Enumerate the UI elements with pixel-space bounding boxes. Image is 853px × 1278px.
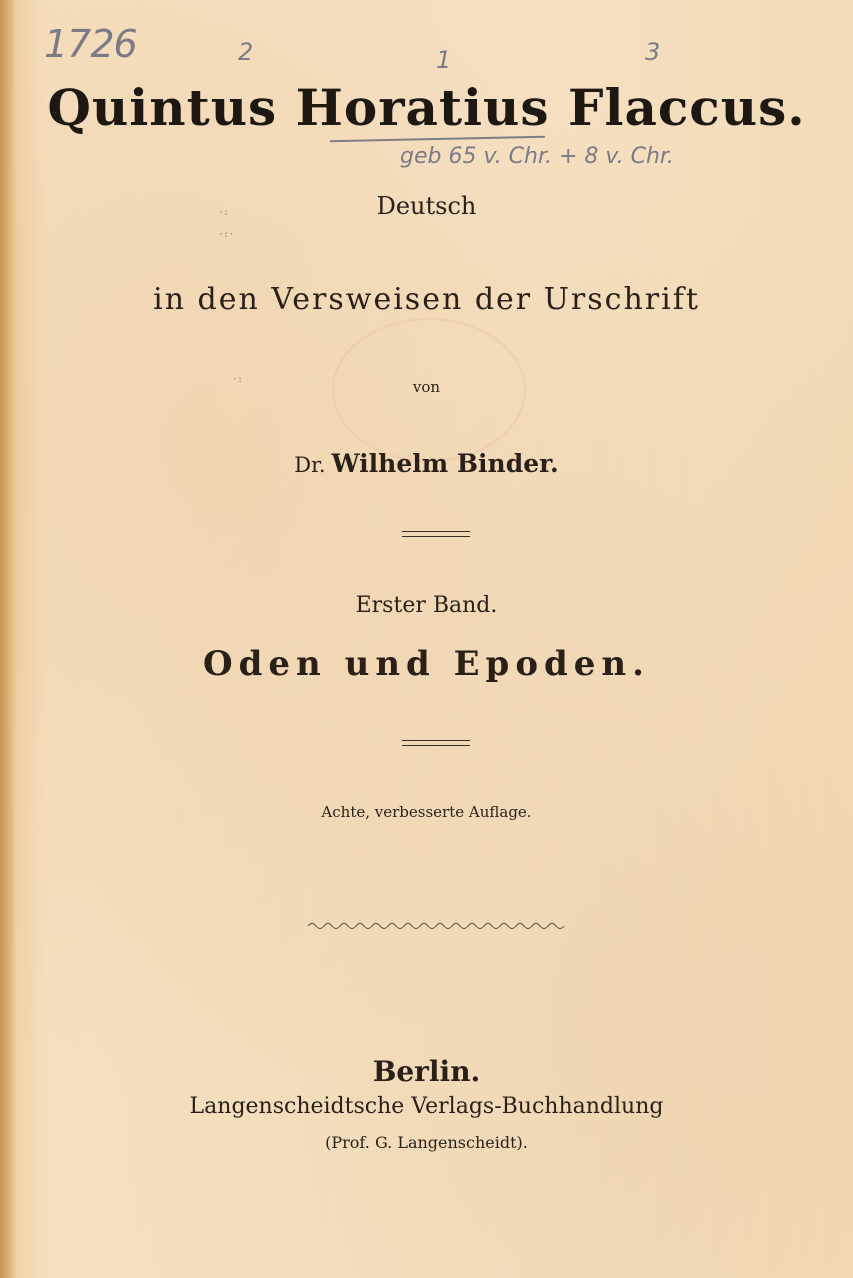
by-line: von bbox=[412, 378, 441, 396]
author-name: Wilhelm Binder. bbox=[331, 449, 559, 478]
author bbox=[0, 449, 853, 478]
publisher-name: Langenscheidtsche Verlags-Buchhandlung bbox=[189, 1094, 664, 1119]
publication-place: Berlin. bbox=[372, 1055, 481, 1088]
margin-mark: ·: bbox=[232, 375, 243, 385]
wavy-ornament bbox=[308, 919, 570, 933]
edition-note: Achte, verbesserte Auflage. bbox=[321, 803, 532, 821]
pencil-life-dates-note: geb 65 v. Chr. + 8 v. Chr. bbox=[400, 144, 674, 169]
margin-mark: ·: bbox=[218, 208, 229, 218]
subtitle-verse-form: in den Versweisen der Urschrift bbox=[153, 282, 700, 317]
pencil-number-2: 2 bbox=[238, 38, 254, 66]
volume-label: Erster Band. bbox=[355, 593, 498, 618]
subtitle-language: Deutsch bbox=[376, 192, 477, 220]
double-rule-divider bbox=[402, 531, 470, 537]
author-prefix: Dr. bbox=[294, 453, 326, 477]
double-rule-divider bbox=[402, 740, 470, 746]
pencil-number-1: 1 bbox=[436, 46, 452, 74]
margin-mark: ·:· bbox=[218, 230, 235, 240]
publisher-proprietor: (Prof. G. Langenscheidt). bbox=[325, 1133, 528, 1152]
pencil-number-3: 3 bbox=[645, 38, 661, 66]
book-title: Quintus Horatius Flaccus. bbox=[47, 78, 806, 137]
pencil-shelfmark: 1726 bbox=[44, 22, 137, 66]
works-title: Oden und Epoden. bbox=[203, 644, 650, 684]
